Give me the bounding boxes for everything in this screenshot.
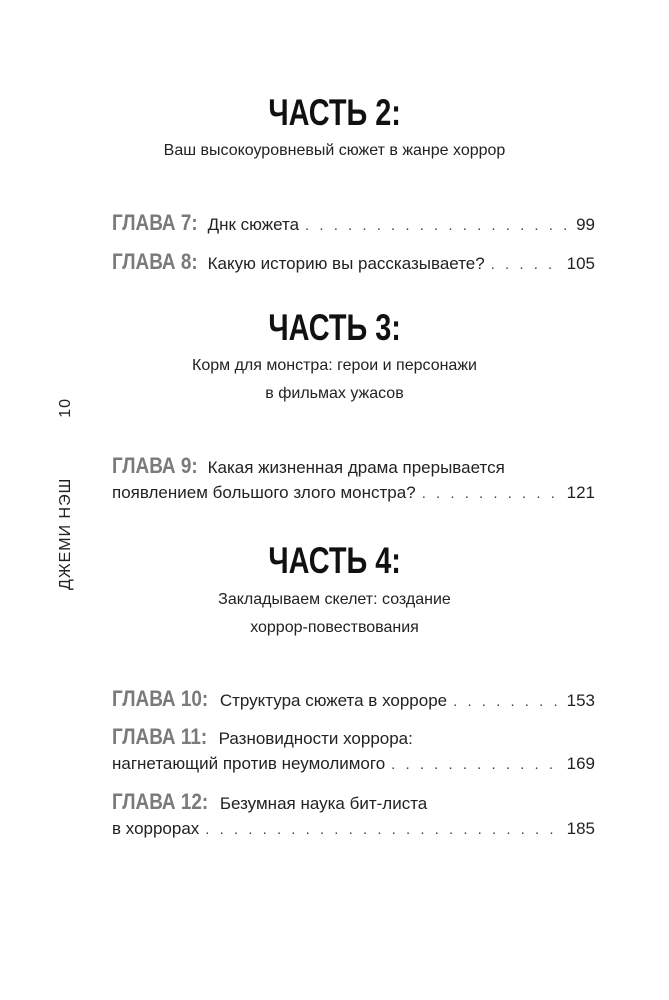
toc-entry-chapter-12[interactable] [112,789,595,819]
chapter-title-line-2: появлением большого злого монстра? [112,483,416,502]
part-2-title: ЧАСТЬ 2: [268,92,401,133]
toc-entry-chapter-9-cont[interactable] [112,483,595,513]
chapter-title-line-2: в хоррорах [112,819,200,838]
toc-entry-chapter-10[interactable] [112,686,595,716]
part-4-title: ЧАСТЬ 4: [268,540,401,581]
running-header [57,398,75,590]
chapter-page: 121 [566,483,595,502]
toc-entry-chapter-8[interactable] [112,249,595,279]
chapter-label: ГЛАВА 8: [112,249,198,274]
chapter-title-line-1: Какая жизненная драма прерывается [207,458,505,477]
leader-dots [491,256,561,273]
toc-entry-chapter-9[interactable] [112,453,595,483]
leader-dots [422,485,561,502]
part-4-subtitle-line-1: Закладываем скелет: создание [218,591,451,608]
part-3-subtitle-line-2: в фильмах ужасов [265,385,404,402]
part-2-subtitle: Ваш высокоуровневый сюжет в жанре хоррор [163,142,506,159]
part-3-subtitle-line-1: Корм для монстра: герои и персонажи [192,357,477,374]
chapter-title: Какую историю вы рассказываете? [207,254,485,273]
part-4-subtitle-line-2: хоррор-повествования [250,619,419,636]
chapter-title-line-1: Безумная наука бит-листа [219,794,428,813]
leader-dots [391,756,560,773]
toc-entry-chapter-7[interactable] [112,210,595,240]
leader-dots [453,693,561,710]
chapter-title-line-2: нагнетающий против неумолимого [112,754,386,773]
chapter-page: 105 [566,254,595,273]
chapter-page: 169 [566,754,595,773]
chapter-page: 185 [566,819,595,838]
chapter-page: 99 [576,215,595,234]
chapter-title: Днк сюжета [207,215,300,234]
chapter-label: ГЛАВА 7: [112,210,198,235]
toc-entry-chapter-11-cont[interactable] [112,754,595,784]
chapter-title-line-1: Разновидности хоррора: [218,729,413,748]
chapter-label: ГЛАВА 11: [112,724,208,749]
chapter-label: ГЛАВА 10: [112,686,209,711]
toc-entry-chapter-11[interactable] [112,724,595,754]
chapter-label: ГЛАВА 12: [112,789,209,814]
chapter-label: ГЛАВА 9: [112,453,198,478]
chapter-page: 153 [566,691,595,710]
leader-dots [205,821,560,838]
part-3-title: ЧАСТЬ 3: [268,307,401,348]
leader-dots [305,217,570,234]
chapter-title: Структура сюжета в хорроре [219,691,448,710]
toc-entry-chapter-12-cont[interactable] [112,819,595,849]
author-name: ДЖЕМИ НЭШ [57,477,74,590]
page-number: 10 [57,397,74,418]
